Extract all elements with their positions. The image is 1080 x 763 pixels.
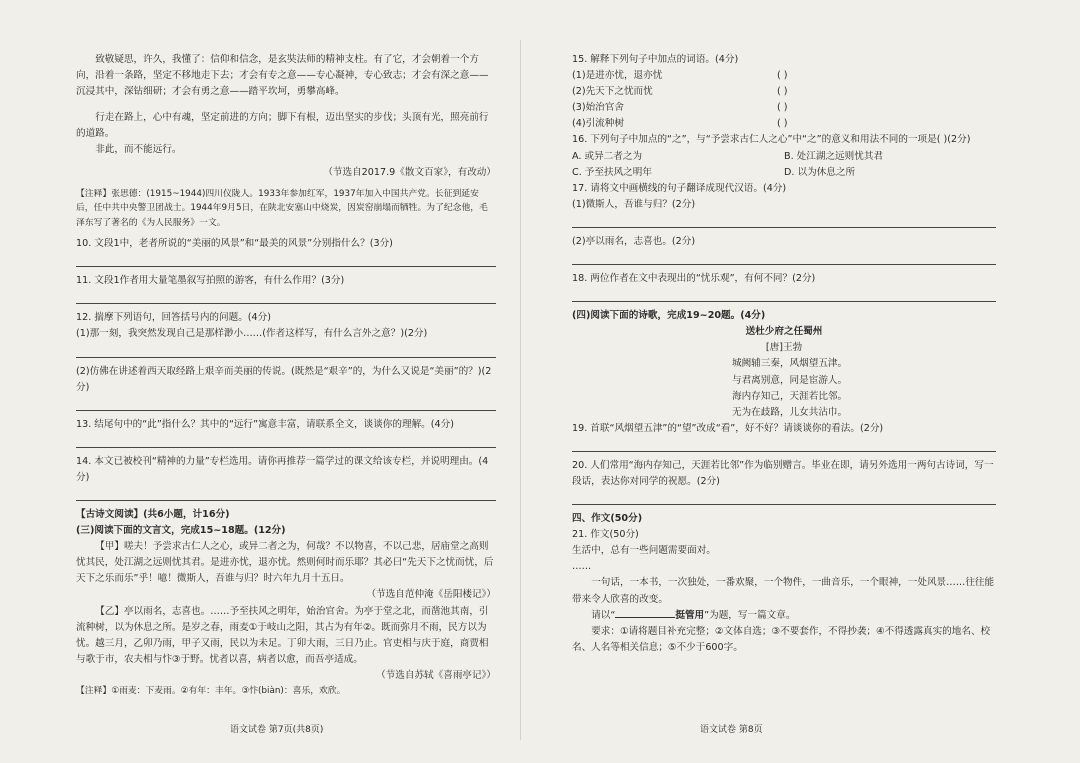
question-17-2: (2)亭以雨名，志喜也。(2分)	[572, 235, 696, 247]
passage-paragraph: 非此，而不能远行。	[95, 144, 182, 156]
poem-line: 与君离别意，同是宦游人。	[732, 374, 848, 386]
section-heading: (四)阅读下面的诗歌，完成19~20题。(4分)	[572, 310, 766, 322]
answer-line[interactable]	[76, 343, 496, 358]
question-12-1: (1)那一刻，我突然发现自己是那样渺小……(作者这样写，有什么言外之意？)(2分)	[76, 328, 428, 340]
answer-line[interactable]	[76, 433, 496, 448]
section-heading: 四、作文(50分)	[572, 513, 643, 525]
poem-author: [唐]王勃	[765, 342, 803, 354]
section-heading: 【古诗文阅读】(共6小题，计16分)	[76, 509, 230, 520]
answer-line[interactable]	[572, 287, 996, 302]
title-blank[interactable]	[615, 617, 675, 618]
question-20: 20. 人们常用“海内存知己，天涯若比邻”作为临别赠言。毕业在即，请另外选用一两句古诗词，写一段话，表达你对同学的祝愿。(2分)	[572, 459, 994, 487]
question-17-1: (1)微斯人，吾谁与归？(2分)	[572, 198, 696, 210]
q15-item: (1)是进亦忧，退亦忧	[572, 70, 663, 82]
option-a[interactable]: A. 或异二者之为	[572, 150, 643, 162]
prompt-part: ”为题，写一篇文章。	[704, 609, 796, 621]
passage-paragraph: 行走在路上，心中有魂，坚定前进的方向；脚下有根，迈出坚实的步伐；头顶有光，照亮前行的道路。	[76, 112, 489, 140]
poem-line: 无为在歧路，儿女共沾巾。	[732, 406, 848, 418]
passage-paragraph: 致敬疑思，许久，我懂了：信仰和信念，是玄奘法师的精神支柱。有了它，才会朝着一个方向，沿着一条路，坚定不移地走下去；才会有专之意——专心凝神，专心致志；才会有深之意——沉浸其中，深钻细研；才会有勇之意——踏平坎坷，勇攀高峰。	[76, 54, 489, 98]
prompt-text: 一句话，一本书，一次独处，一番欢聚，一个物件，一曲音乐，一个眼神，一处风景……往往能带来令人欣喜的改变。	[572, 577, 995, 605]
page-footer-right: 语文试卷 第8页	[700, 725, 763, 735]
prompt-text: 生活中，总有一些问题需要面对。	[572, 545, 716, 557]
answer-line[interactable]	[572, 250, 996, 265]
question-13: 13. 结尾句中的“此”指什么？其中的“远行”寓意丰富，请联系全文，谈谈你的理解。(4分)	[76, 418, 454, 430]
question-10: 10. 文段1中，老者所说的“美丽的风景”和“最美的风景”分别指什么？(3分)	[76, 238, 393, 250]
answer-bracket[interactable]: ( )	[777, 70, 788, 82]
source-note: （节选自苏轼《喜雨亭记》）	[376, 669, 496, 681]
classical-text-jia: 【甲】嗟夫！予尝求古仁人之心，或异二者之为，何哉？不以物喜，不以己悲，居庙堂之高则忧其民，处江湖之远则忧其君。是进亦忧，退亦忧。然则何时而乐耶？其必曰“先天下之忧而忧，后天下之乐而乐”乎！噫！微斯人，吾谁与归？时六年九月十五日。	[76, 541, 494, 585]
question-11: 11. 文段1作者用大量笔墨叙写拍照的游客，有什么作用？(3分)	[76, 275, 345, 287]
option-d[interactable]: D. 以为休息之所	[784, 166, 856, 178]
page-footer-left: 语文试卷 第7页(共8页)	[230, 725, 324, 735]
q15-row	[572, 100, 996, 116]
section-heading: (三)阅读下面的文言文，完成15~18题。(12分)	[76, 525, 286, 537]
answer-bracket[interactable]: ( )	[777, 86, 788, 98]
source-note: （节选自范仲淹《岳阳楼记》）	[366, 589, 496, 601]
q15-item: (3)始治官舍	[572, 102, 624, 114]
question-12: 12. 揣摩下列语句，回答括号内的问题。(4分)	[76, 312, 271, 324]
q16-options	[572, 149, 996, 165]
option-b[interactable]: B. 处江湖之远则忧其君	[784, 150, 884, 162]
question-18: 18. 两位作者在文中表现出的“忧乐观”，有何不同？(2分)	[572, 273, 816, 285]
answer-line[interactable]	[572, 437, 996, 452]
q15-item: (2)先天下之忧而忧	[572, 86, 653, 98]
answer-line[interactable]	[572, 213, 996, 228]
q15-row	[572, 84, 996, 100]
right-page	[572, 52, 996, 656]
question-19: 19. 首联“风烟望五津”的“望”改成“看”，好不好？请谈谈你的看法。(2分)	[572, 422, 884, 434]
answer-bracket[interactable]: ( )	[777, 118, 788, 130]
classical-text-yi: 【乙】亭以雨名，志喜也。……予至扶风之明年，始治官舍。为亭于堂之北，而凿池其南，引流种树，以为休息之所。是岁之春，雨麦①于岐山之阳，其占为有年②。既而弥月不雨，民方以为忧。越三月，乙卯乃雨，甲子又雨，民以为未足。丁卯大雨，三日乃止。官吏相与庆于庭，商贾相与歌于市，农夫相与忭③于野。忧者以喜，病者以愈，而吾亭适成。	[76, 605, 489, 665]
requirements: 要求：①请将题目补充完整；②文体自选；③不要套作，不得抄袭；④不得透露真实的地名、校名、人名等相关信息；⑤不少于600字。	[572, 625, 991, 653]
answer-line[interactable]	[76, 486, 496, 501]
prompt-ellipsis: ……	[572, 561, 592, 573]
source-note: （节选自2017.9《散文百家》，有改动）	[323, 166, 496, 178]
left-page	[76, 52, 496, 699]
poem-line: 城阙辅三秦，风烟望五津。	[732, 358, 848, 370]
prompt-instruction	[572, 608, 996, 624]
question-16: 16. 下列句子中加点的“之”，与“予尝求古仁人之心”中“之”的意义和用法不同的一项是( )(2分)	[572, 134, 971, 146]
question-17: 17. 请将文中画横线的句子翻译成现代汉语。(4分)	[572, 182, 787, 194]
question-21: 21. 作文(50分)	[572, 529, 639, 541]
poem-title: 送杜少府之任蜀州	[745, 326, 823, 338]
poem-line: 海内存知己，天涯若比邻。	[732, 390, 848, 402]
question-12-2: (2)仿佛在讲述着西天取经路上艰辛而美丽的传说。(既然是“艰辛”的，为什么又说是“美丽”的？)(2分)	[76, 365, 492, 393]
prompt-part: 请以“	[591, 609, 616, 621]
q16-options	[572, 165, 996, 181]
annotation: 【注释】张思德：(1915~1944)四川仪陇人。1933年参加红军，1937年加入中国共产党。长征到延安后，任中共中央警卫团战士。1944年9月5日，在陕北安塞山中烧炭，因炭窑崩塌而牺牲。为了纪念他，毛泽东写了著名的《为人民服务》一文。	[76, 188, 488, 228]
page-divider	[520, 40, 521, 740]
q15-row	[572, 68, 996, 84]
answer-line[interactable]	[76, 289, 496, 304]
question-14: 14. 本文已被校刊“精神的力量”专栏选用。请你再推荐一篇学过的课文给该专栏，并说明理由。(4分)	[76, 455, 489, 483]
question-15: 15. 解释下列句子中加点的词语。(4分)	[572, 54, 739, 65]
option-c[interactable]: C. 予至扶风之明年	[572, 166, 652, 178]
q15-row	[572, 116, 996, 132]
answer-line[interactable]	[76, 252, 496, 267]
answer-bracket[interactable]: ( )	[777, 102, 788, 114]
annotation: 【注释】①雨麦：下麦雨。②有年：丰年。③忭(biàn)：喜乐，欢欣。	[76, 686, 346, 697]
answer-line[interactable]	[76, 396, 496, 411]
answer-line[interactable]	[572, 490, 996, 505]
prompt-keyword: 挺管用	[675, 609, 705, 621]
q15-item: (4)引流种树	[572, 118, 624, 130]
